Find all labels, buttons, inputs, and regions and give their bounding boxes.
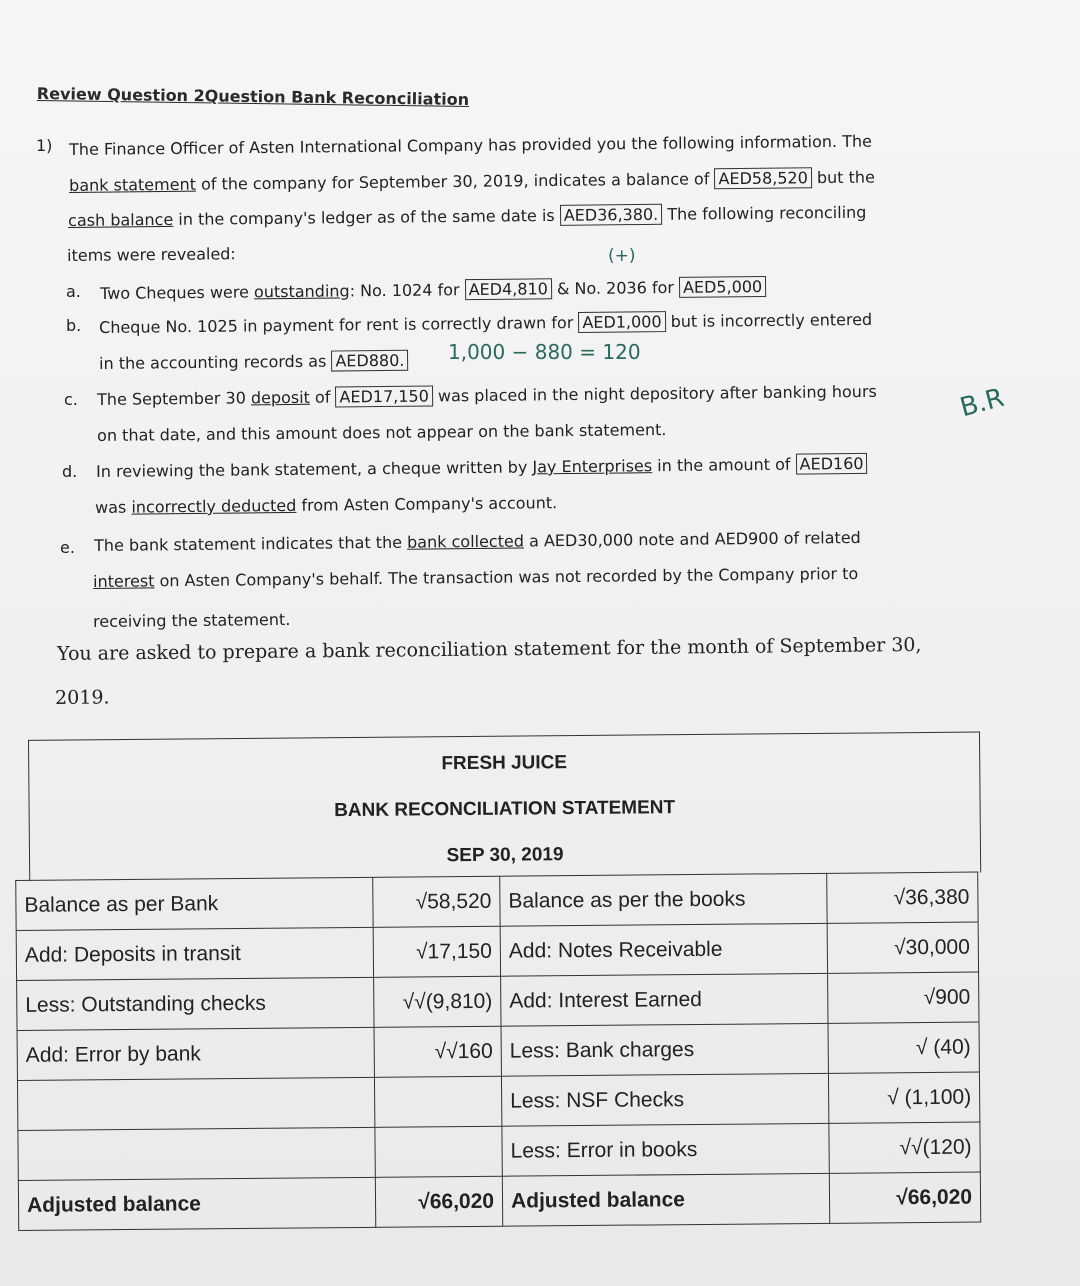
item-text: but is incorrectly entered: [665, 309, 873, 332]
book-label: Adjusted balance: [502, 1173, 829, 1226]
item-d-line-2: [95, 493, 557, 517]
book-label: Less: Bank charges: [501, 1023, 828, 1076]
intro-text: items were revealed:: [67, 244, 236, 265]
table-row: [18, 1122, 980, 1180]
boxed-amount: AED880.: [331, 350, 408, 372]
item-text: The bank statement indicates that the: [94, 532, 408, 555]
table-row: [17, 1072, 979, 1130]
item-text: in the amount of: [652, 454, 796, 476]
intro-line-1: [69, 132, 872, 159]
boxed-amount: AED5,000: [679, 276, 766, 298]
book-label: Balance as per the books: [500, 873, 827, 926]
bank-amount: [375, 1126, 502, 1177]
table-row: [18, 1172, 980, 1230]
boxed-amount: AED4,810: [465, 278, 552, 300]
statement-header: [28, 732, 981, 881]
item-b-marker: b.: [66, 316, 82, 335]
bank-label: Adjusted balance: [18, 1177, 375, 1230]
bank-amount: √√160: [374, 1026, 501, 1077]
task-text: 2019.: [55, 686, 110, 709]
item-e-line-2: [93, 564, 858, 591]
underlined-term: interest: [93, 571, 155, 591]
handwritten-calculation: 1,000 − 880 = 120: [448, 340, 641, 364]
item-c-marker: c.: [64, 390, 78, 409]
underlined-term: Jay Enterprises: [532, 456, 653, 477]
handwritten-br-note: B.R: [956, 382, 1008, 424]
intro-text: in the company's ledger as of the same date is: [173, 205, 560, 229]
bank-label: Add: Error by bank: [17, 1027, 374, 1080]
question-number: 1): [36, 136, 53, 155]
company-name: FRESH JUICE: [441, 752, 568, 775]
item-text: In reviewing the bank statement, a cheque written by: [96, 457, 533, 481]
book-label: Add: Notes Receivable: [500, 923, 827, 976]
intro-text: of the company for September 30, 2019, indicates a balance of: [195, 169, 715, 194]
bank-label: Less: Outstanding checks: [17, 977, 374, 1030]
table-row: [17, 972, 979, 1030]
item-text: Cheque No. 1025 in payment for rent is correctly drawn for: [99, 312, 579, 337]
item-e-marker: e.: [60, 538, 75, 557]
bank-label: Add: Deposits in transit: [16, 927, 373, 980]
book-label: Less: NSF Checks: [501, 1073, 828, 1126]
task-text: You are asked to prepare a bank reconciliation statement for the month of September 30,: [57, 633, 922, 665]
page-title: Review Question 2Question Bank Reconciliation: [36, 84, 470, 110]
underlined-term: incorrectly deducted: [131, 495, 297, 517]
item-text: receiving the statement.: [93, 609, 291, 631]
bank-amount: [374, 1076, 501, 1127]
underlined-term: outstanding: [253, 281, 350, 302]
bank-label: Balance as per Bank: [16, 877, 373, 930]
book-amount: √ (40): [828, 1022, 979, 1073]
boxed-amount: AED17,150: [335, 385, 433, 407]
underlined-term: cash balance: [68, 209, 174, 230]
bank-amount: √17,150: [373, 926, 500, 977]
underlined-term: deposit: [250, 387, 310, 408]
item-text: The September 30: [97, 388, 252, 409]
statement-date: SEP 30, 2019: [446, 844, 564, 867]
statement-title: BANK RECONCILIATION STATEMENT: [334, 797, 676, 822]
item-text: of: [309, 387, 336, 407]
table-row: [17, 1022, 979, 1080]
book-label: Add: Interest Earned: [501, 973, 828, 1026]
task-line-2: [55, 686, 110, 709]
boxed-amount: AED58,520: [714, 167, 812, 189]
bank-label: [18, 1127, 375, 1180]
bank-amount: √√(9,810): [374, 976, 501, 1027]
item-a-marker: a.: [66, 282, 81, 301]
boxed-amount: AED36,380.: [560, 204, 663, 226]
intro-line-4: [67, 244, 236, 265]
item-text: in the accounting records as: [99, 351, 332, 373]
item-text: on that date, and this amount does not appear on the bank statement.: [97, 420, 667, 445]
book-label: Less: Error in books: [502, 1123, 829, 1176]
task-line-1: [57, 634, 922, 665]
bank-amount: √66,020: [375, 1176, 502, 1227]
intro-text: The following reconciling: [662, 202, 867, 224]
reconciliation-statement: [10, 731, 1004, 1252]
item-d-marker: d.: [62, 462, 78, 481]
item-text: : No. 1024 for: [349, 280, 465, 301]
book-amount: √36,380: [827, 872, 978, 923]
bank-label: [17, 1077, 374, 1130]
book-amount: √900: [828, 972, 979, 1023]
item-e-line-3: [93, 610, 290, 631]
item-a-line: [100, 277, 766, 303]
boxed-amount: AED1,000: [578, 311, 665, 333]
book-amount: √30,000: [827, 922, 978, 973]
book-amount: √√(120): [829, 1122, 980, 1173]
item-b-line-1: [99, 310, 872, 337]
item-c-line-2: [97, 420, 667, 445]
item-text: & No. 2036 for: [551, 277, 680, 299]
table-row: [16, 922, 978, 980]
intro-text: The Finance Officer of Asten International Company has provided you the following information. The: [69, 131, 873, 159]
intro-line-3: [68, 203, 866, 230]
item-text: was: [95, 497, 132, 517]
item-c-line-1: [97, 382, 877, 409]
item-b-line-2: [99, 351, 409, 373]
book-amount: √ (1,100): [828, 1072, 979, 1123]
item-text: from Asten Company's account.: [296, 493, 558, 515]
item-e-line-1: [94, 528, 861, 555]
boxed-amount: AED160: [795, 453, 867, 475]
bank-amount: √58,520: [373, 876, 500, 927]
underlined-term: bank statement: [69, 174, 197, 195]
item-text: was placed in the night depository after banking hours: [432, 381, 877, 406]
statement-table: [15, 872, 981, 1231]
item-text: on Asten Company's behalf. The transaction was not recorded by the Company prior to: [154, 563, 859, 591]
underlined-term: bank collected: [406, 531, 525, 552]
book-amount: √66,020: [829, 1172, 980, 1223]
intro-line-2: [69, 168, 875, 195]
item-text: a AED30,000 note and AED900 of related: [523, 527, 861, 551]
table-row: [16, 872, 978, 930]
intro-text: but the: [811, 167, 875, 188]
item-d-line-1: [96, 454, 868, 481]
item-text: Two Cheques were: [100, 282, 255, 303]
handwritten-plus: (+): [608, 246, 636, 266]
